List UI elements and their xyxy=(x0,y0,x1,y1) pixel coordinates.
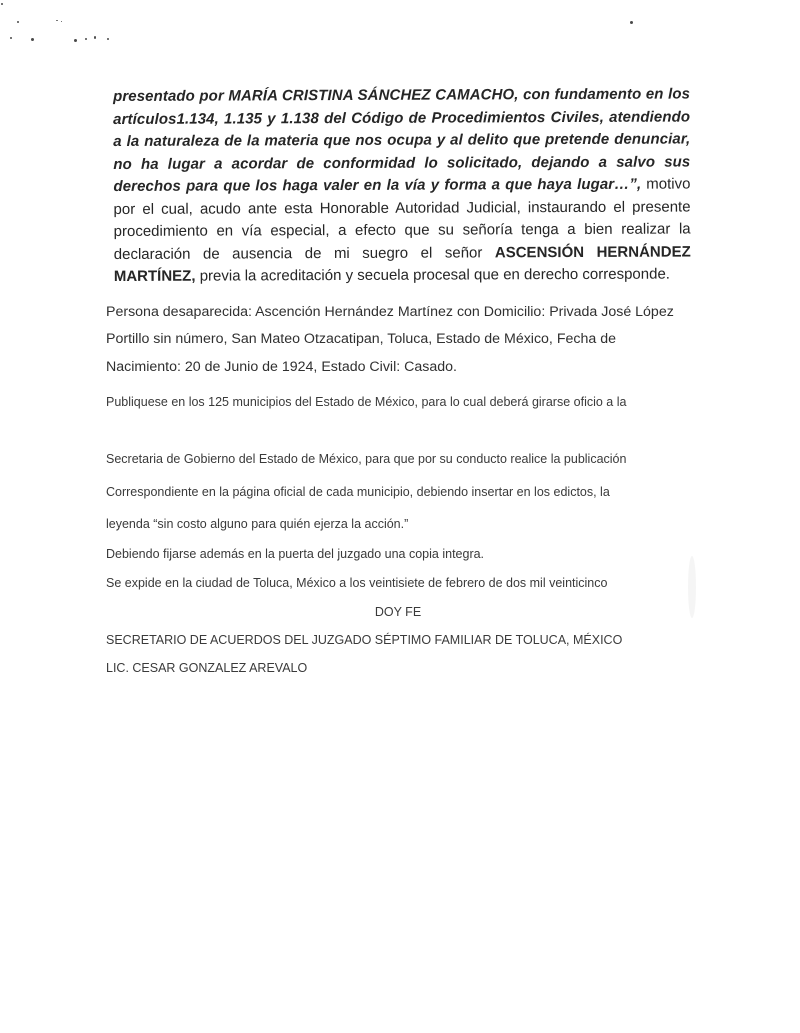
secretary-name-line: LIC. CESAR GONZALEZ AREVALO xyxy=(106,661,308,676)
detail-line-1: Persona desaparecida: Ascención Hernández Martínez con Domicilio: Privada José López xyxy=(106,303,674,320)
correspondiente-line: Correspondiente en la página oficial de cada municipio, debiendo insertar en los edictos, la xyxy=(106,485,610,500)
edict-closing-section xyxy=(0,394,800,676)
issuance-date-line: Se expide en la ciudad de Toluca, México a los veintisiete de febrero de dos mil veinticinco xyxy=(106,576,608,591)
opening-paragraph xyxy=(113,83,691,288)
petition-closing: previa la acreditación y secuela procesal que en derecho corresponde. xyxy=(195,265,671,285)
doy-fe-attestation: DOY FE xyxy=(374,605,422,620)
quoted-resolution-text: presentado por MARÍA CRISTINA SÁNCHEZ CAMACHO, con fundamento en los artículos1.134, 1.135 y 1.138 del Código de Procedimientos Civiles, atendiendo a la naturaleza de la materia que nos ocupa y al delito que pretende denunciar, no ha lugar a acordar de conformidad lo solicitado, dejando a salvo sus derechos para que los haga valer en la vía y forma a que haya lugar…”, xyxy=(113,85,691,195)
absent-person-name: ASCENSIÓN HERNÁNDEZ MARTÍNEZ, xyxy=(113,242,691,285)
publication-order-line: Publiquese en los 125 municipios del Estado de México, para lo cual deberá girarse oficio a la xyxy=(106,395,627,410)
missing-person-details xyxy=(106,299,696,382)
secretary-title-line: SECRETARIO DE ACUERDOS DEL JUZGADO SÉPTIMO FAMILIAR DE TOLUCA, MÉXICO xyxy=(106,633,623,648)
detail-line-3: Nacimiento: 20 de Junio de 1924, Estado Civil: Casado. xyxy=(106,358,457,375)
petition-text: motivo por el cual, acudo ante esta Honorable Autoridad Judicial, instaurando el presente procedimiento en vía especial, a efecto que su señoría tenga a bien realizar la declaración de ausencia de mi suegro el señor xyxy=(113,175,691,263)
detail-line-2: Portillo sin número, San Mateo Otzacatipan, Toluca, Estado de México, Fecha de xyxy=(106,331,616,348)
debiendo-line: Debiendo fijarse además en la puerta del juzgado una copia integra. xyxy=(106,547,485,562)
leyenda-line: leyenda “sin costo alguno para quién ejerza la acción.” xyxy=(106,517,409,532)
secretaria-line: Secretaria de Gobierno del Estado de México, para que por su conducto realice la publicación xyxy=(106,452,627,467)
